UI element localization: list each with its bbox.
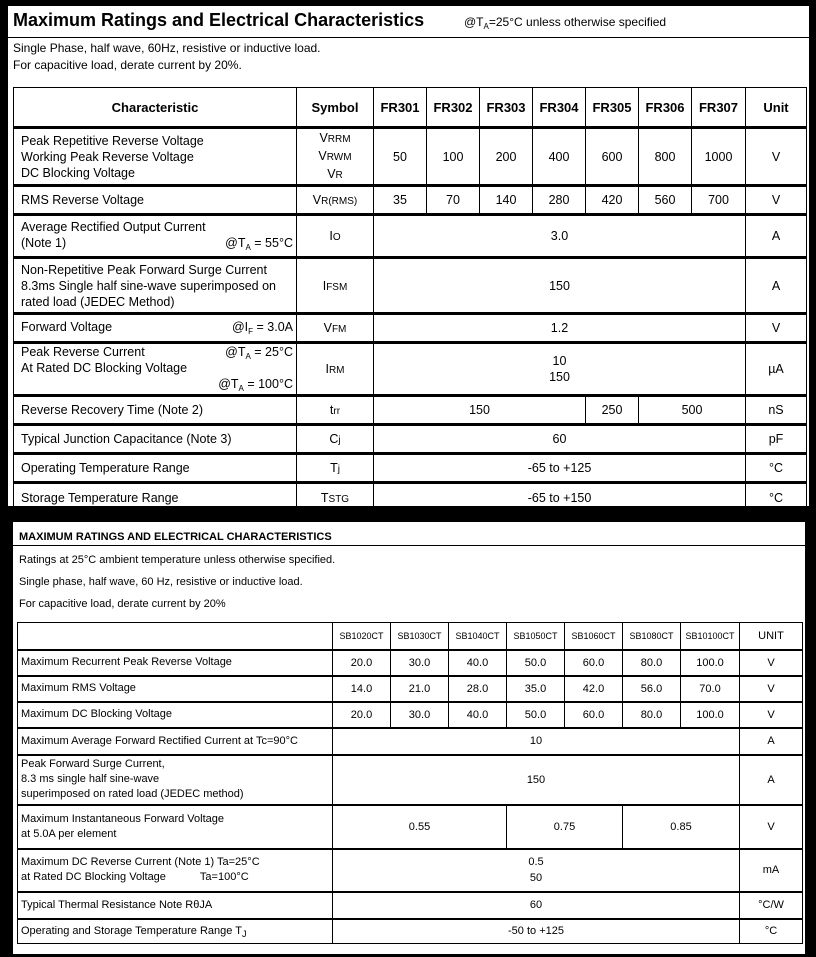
fr-ratings-table <box>13 87 807 512</box>
sb-header-blank <box>18 623 333 650</box>
tj-symbol: Tj <box>297 454 374 483</box>
sb-rth-value: 60 <box>333 892 740 919</box>
sb-header-unit: UNIT <box>740 623 803 650</box>
sb-vdc-1080: 80.0 <box>623 702 681 728</box>
io-unit: A <box>746 215 807 258</box>
trr-characteristic: Reverse Recovery Time (Note 2) <box>14 396 297 425</box>
sb-row-vrms <box>18 676 803 702</box>
fr-note-2: For capacitive load, derate current by 20%. <box>13 58 242 72</box>
header-sb10100ct: SB10100CT <box>681 623 740 650</box>
sb-vrms-1050: 35.0 <box>507 676 565 702</box>
row-vrms <box>14 186 807 215</box>
fr-header-row <box>14 88 807 128</box>
sb-row-tj <box>18 919 803 944</box>
sb-panel-title: MAXIMUM RATINGS AND ELECTRICAL CHARACTERISTICS <box>19 531 332 543</box>
trr-fr306-fr307: 500 <box>639 396 746 425</box>
vrms-fr306: 560 <box>639 186 692 215</box>
sb-vrrm-unit: V <box>740 650 803 676</box>
tstg-value: -65 to +150 <box>374 483 746 512</box>
sb-vf-1020-1040: 0.55 <box>333 805 507 849</box>
vrrm-unit: V <box>746 128 807 186</box>
header-fr301: FR301 <box>374 88 427 128</box>
cj-characteristic: Typical Junction Capacitance (Note 3) <box>14 425 297 454</box>
sb-ratings-table <box>17 622 803 944</box>
vfm-symbol: VFM <box>297 314 374 343</box>
vrrm-fr304: 400 <box>533 128 586 186</box>
sb-vrms-1040: 28.0 <box>449 676 507 702</box>
sb-vrrm-10100: 100.0 <box>681 650 740 676</box>
sb-ifsm-value: 150 <box>333 755 740 805</box>
sb-row-vf <box>18 805 803 849</box>
vrms-characteristic: RMS Reverse Voltage <box>14 186 297 215</box>
vrms-unit: V <box>746 186 807 215</box>
sb-vrrm-1040: 40.0 <box>449 650 507 676</box>
trr-fr301-fr304: 150 <box>374 396 586 425</box>
sb-vrrm-1080: 80.0 <box>623 650 681 676</box>
sb-header-row <box>18 623 803 650</box>
sb-vdc-1060: 60.0 <box>565 702 623 728</box>
sb-row-ir <box>18 849 803 892</box>
header-sb1050ct: SB1050CT <box>507 623 565 650</box>
vrms-fr307: 700 <box>692 186 746 215</box>
ifsm-characteristic: Non-Repetitive Peak Forward Surge Current 8.3ms Single half sine-wave superimposed on rated load (JEDEC Method) <box>14 258 297 314</box>
header-fr306: FR306 <box>639 88 692 128</box>
irm-values: 10 150 <box>374 343 746 396</box>
vfm-unit: V <box>746 314 807 343</box>
ifsm-symbol: IFSM <box>297 258 374 314</box>
tj-value: -65 to +125 <box>374 454 746 483</box>
vrrm-fr306: 800 <box>639 128 692 186</box>
sb-row-vrrm <box>18 650 803 676</box>
trr-unit: nS <box>746 396 807 425</box>
sb-vrms-unit: V <box>740 676 803 702</box>
sb-vrms-1020: 14.0 <box>333 676 391 702</box>
sb-vf-1050-1060: 0.75 <box>507 805 623 849</box>
sb-vf-label: Maximum Instantaneous Forward Voltage at 5.0A per element <box>18 805 333 849</box>
sb-vdc-1030: 30.0 <box>391 702 449 728</box>
row-vfm <box>14 314 807 343</box>
vrrm-symbol: VRRM VRWM VR <box>297 128 374 186</box>
sb-vrrm-1020: 20.0 <box>333 650 391 676</box>
vrrm-fr305: 600 <box>586 128 639 186</box>
sb-note-3: For capacitive load, derate current by 20% <box>19 598 226 610</box>
vrrm-fr301: 50 <box>374 128 427 186</box>
header-fr302: FR302 <box>427 88 480 128</box>
sb-vrrm-1050: 50.0 <box>507 650 565 676</box>
io-characteristic: Average Rectified Output Current (Note 1) $@T_A = 55^\circ C$ <box>14 215 297 258</box>
tj-characteristic: Operating Temperature Range <box>14 454 297 483</box>
header-fr304: FR304 <box>533 88 586 128</box>
header-sb1020ct: SB1020CT <box>333 623 391 650</box>
sb-ir-unit: mA <box>740 849 803 892</box>
sb-io-value: 10 <box>333 728 740 755</box>
vrrm-fr307: 1000 <box>692 128 746 186</box>
vrrm-characteristic: Peak Repetitive Reverse Voltage Working Peak Reverse Voltage DC Blocking Voltage <box>14 128 297 186</box>
trr-fr305: 250 <box>586 396 639 425</box>
sb-vdc-1050: 50.0 <box>507 702 565 728</box>
row-irm <box>14 343 807 396</box>
vrms-fr302: 70 <box>427 186 480 215</box>
fr-panel-header <box>8 6 809 38</box>
row-ifsm <box>14 258 807 314</box>
header-fr303: FR303 <box>480 88 533 128</box>
tstg-symbol: TSTG <box>297 483 374 512</box>
sb-ifsm-label: Peak Forward Surge Current, 8.3 ms single half sine-wave superimposed on rated load (JEDEC method) <box>18 755 333 805</box>
irm-characteristic: Peak Reverse Current $@T_A = 25^\circ C$ At Rated DC Blocking Voltage $@T_A = 100^\circ C$ <box>14 343 297 396</box>
sb-note-2: Single phase, half wave, 60 Hz, resistive or inductive load. <box>19 576 303 588</box>
tstg-unit: °C <box>746 483 807 512</box>
irm-symbol: IRM <box>297 343 374 396</box>
cj-symbol: Cj <box>297 425 374 454</box>
sb-vf-unit: V <box>740 805 803 849</box>
vrms-fr304: 280 <box>533 186 586 215</box>
header-sb1040ct: SB1040CT <box>449 623 507 650</box>
sb-vdc-1040: 40.0 <box>449 702 507 728</box>
sb-note-1: Ratings at 25°C ambient temperature unless otherwise specified. <box>19 554 336 566</box>
header-fr307: FR307 <box>692 88 746 128</box>
fr-load-notes <box>13 40 321 74</box>
sb-notes <box>19 549 335 615</box>
sb-ir-label: Maximum DC Reverse Current (Note 1) Ta=25°C at Rated DC Blocking Voltage Ta=100°C <box>18 849 333 892</box>
header-sb1030ct: SB1030CT <box>391 623 449 650</box>
sb-ifsm-unit: A <box>740 755 803 805</box>
sb-row-ifsm <box>18 755 803 805</box>
header-fr305: FR305 <box>586 88 639 128</box>
header-unit: Unit <box>746 88 807 128</box>
sb-vrms-10100: 70.0 <box>681 676 740 702</box>
header-symbol: Symbol <box>297 88 374 128</box>
sb-vrrm-1060: 60.0 <box>565 650 623 676</box>
sb-vf-1080-10100: 0.85 <box>623 805 740 849</box>
sb-vdc-label: Maximum DC Blocking Voltage <box>18 702 333 728</box>
sb-tj-value: -50 to +125 <box>333 919 740 944</box>
sb-ir-values: 0.5 50 <box>333 849 740 892</box>
vrms-symbol: VR(RMS) <box>297 186 374 215</box>
sb-rth-label: Typical Thermal Resistance Note RθJA <box>18 892 333 919</box>
vrms-fr305: 420 <box>586 186 639 215</box>
sb-vrms-1080: 56.0 <box>623 676 681 702</box>
row-io <box>14 215 807 258</box>
sb-vrms-1060: 42.0 <box>565 676 623 702</box>
cj-unit: pF <box>746 425 807 454</box>
fr-note-1: Single Phase, half wave, 60Hz, resistive or inductive load. <box>13 41 321 55</box>
sb-tj-label: Operating and Storage Temperature Range $T_J$ <box>18 919 333 944</box>
tstg-characteristic: Storage Temperature Range <box>14 483 297 512</box>
sb1020ct-ratings-panel <box>13 522 805 954</box>
sb-io-label: Maximum Average Forward Rectified Current at Tc=90°C <box>18 728 333 755</box>
sb-vrms-label: Maximum RMS Voltage <box>18 676 333 702</box>
vrrm-fr302: 100 <box>427 128 480 186</box>
row-vrrm <box>14 128 807 186</box>
sb-vdc-10100: 100.0 <box>681 702 740 728</box>
ifsm-unit: A <box>746 258 807 314</box>
ifsm-value: 150 <box>374 258 746 314</box>
header-sb1080ct: SB1080CT <box>623 623 681 650</box>
row-tj <box>14 454 807 483</box>
fr-panel-title: Maximum Ratings and Electrical Characteristics <box>13 10 425 30</box>
header-sb1060ct: SB1060CT <box>565 623 623 650</box>
trr-symbol: trr <box>297 396 374 425</box>
row-cj <box>14 425 807 454</box>
row-tstg <box>14 483 807 512</box>
sb-row-io <box>18 728 803 755</box>
vrms-fr301: 35 <box>374 186 427 215</box>
row-trr <box>14 396 807 425</box>
sb-row-vdc <box>18 702 803 728</box>
vfm-characteristic: Forward Voltage $@I_F = 3.0A$ <box>14 314 297 343</box>
sb-io-unit: A <box>740 728 803 755</box>
sb-vdc-1020: 20.0 <box>333 702 391 728</box>
vrrm-fr303: 200 <box>480 128 533 186</box>
io-symbol: IO <box>297 215 374 258</box>
sb-title-divider <box>13 545 805 546</box>
header-characteristic: Characteristic <box>14 88 297 128</box>
irm-unit: µA <box>746 343 807 396</box>
sb-vdc-unit: V <box>740 702 803 728</box>
sb-vrms-1030: 21.0 <box>391 676 449 702</box>
vfm-value: 1.2 <box>374 314 746 343</box>
sb-vrrm-label: Maximum Recurrent Peak Reverse Voltage <box>18 650 333 676</box>
sb-tj-unit: °C <box>740 919 803 944</box>
sb-row-rth <box>18 892 803 919</box>
sb-rth-unit: °C/W <box>740 892 803 919</box>
fr-temperature-condition: $@T_A=25^\circ C$ unless otherwise specified <box>464 15 667 31</box>
tj-unit: °C <box>746 454 807 483</box>
cj-value: 60 <box>374 425 746 454</box>
io-value: 3.0 <box>374 215 746 258</box>
fr301-ratings-panel <box>8 6 809 506</box>
vrms-fr303: 140 <box>480 186 533 215</box>
sb-vrrm-1030: 30.0 <box>391 650 449 676</box>
